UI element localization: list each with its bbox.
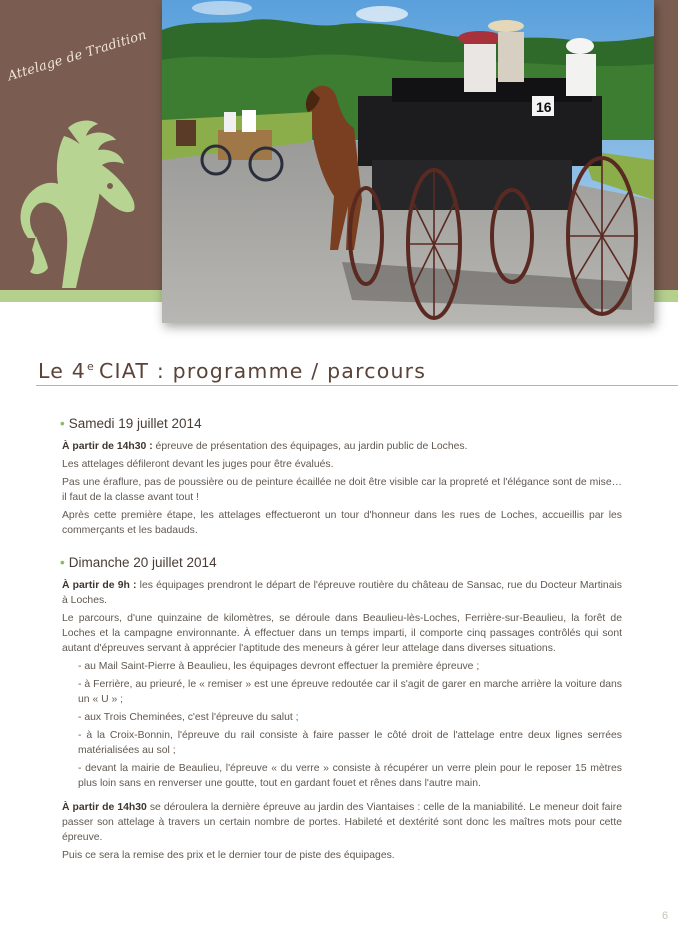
paragraph-text: épreuve de présentation des équipages, au jardin public de Loches. <box>152 441 468 452</box>
paragraph-text: les équipages prendront le départ de l'épreuve routière du château de Sansac, rue du Docteur Martinais à Loches. <box>62 580 622 606</box>
list-item: - à Ferrière, au prieuré, le « remiser » est une épreuve redoutée car il s'agit de garer en marche arrière la voiture dans un « U » ; <box>78 679 622 705</box>
paragraph-text: se déroulera la dernière épreuve au jardin des Viantaises : celle de la maniabilité. Le meneur doit faire passer son attelage à travers un certain nombre de portes. Habileté et dextérité sont donc les maîtres mots pour cette épreuve. <box>62 802 622 843</box>
brand-panel-right <box>654 0 678 290</box>
paragraph: Le parcours, d'une quinzaine de kilomètres, se déroule dans Beaulieu-lès-Loches, Ferrière-sur-Beaulieu, la forêt de Loches et la campagne environnante. À effectuer dans un temps imparti, il comporte cinq passages contrôlés qui sont autant d'épreuves servant à apprécier l'aptitude des meneurs à gérer leur attelage dans diverses situations. <box>62 613 622 654</box>
title-divider <box>36 385 678 386</box>
list-item: - devant la mairie de Beaulieu, l'épreuve « du verre » consiste à récupérer un verre plein pour le reposer 15 mètres plus loin sans en renverser une goutte, tout en gardant fouet et rênes dans l'autre main. <box>78 763 622 789</box>
list-item: - au Mail Saint-Pierre à Beaulieu, les équipages devront effectuer la première épreuve ; <box>78 661 480 672</box>
day-heading-label: Samedi 19 juillet 2014 <box>68 416 202 431</box>
plate-number: 16 <box>536 99 552 115</box>
brand-name: Attelage de Tradition <box>6 27 149 85</box>
time-label: À partir de 9h : <box>62 580 137 591</box>
paragraph: Après cette première étape, les attelages effectueront un tour d'honneur dans les rues de Loches, accueillis par les commerçants et les badauds. <box>62 510 622 536</box>
day-heading-sunday <box>62 555 622 570</box>
time-label: À partir de 14h30 : <box>62 441 153 452</box>
page-number: 6 <box>662 910 669 922</box>
paragraph <box>62 439 622 454</box>
bullet-icon: • <box>60 416 65 431</box>
day-heading-saturday <box>62 416 622 431</box>
paragraph <box>62 578 622 608</box>
paragraph: Pas une éraflure, pas de poussière ou de peinture écaillée ne doit être visible car la propreté et l'élégance sont de mise… il faut de la classe avant tout ! <box>62 477 622 503</box>
title-prefix: Le 4 <box>38 359 87 383</box>
paragraph: Les attelages défileront devant les juges pour être évalués. <box>62 459 334 470</box>
list-item: - à la Croix-Bonnin, l'épreuve du rail consiste à faire passer le côté droit de l'attelage entre deux lignes serrées matérialisées au sol ; <box>78 730 622 756</box>
time-label: À partir de 14h30 <box>62 802 147 813</box>
title-superscript: e <box>87 360 96 373</box>
horse-logo-icon <box>6 118 156 290</box>
bullet-icon: • <box>60 555 65 570</box>
title-rest: CIAT : programme / parcours <box>99 359 427 383</box>
program-content <box>62 416 622 866</box>
day-heading-label: Dimanche 20 juillet 2014 <box>68 555 217 570</box>
list-item: - aux Trois Cheminées, c'est l'épreuve du salut ; <box>78 712 299 723</box>
paragraph <box>62 800 622 845</box>
paragraph: Puis ce sera la remise des prix et le dernier tour de piste des équipages. <box>62 850 395 861</box>
section-title <box>38 359 426 383</box>
carriage-photo <box>162 0 654 323</box>
